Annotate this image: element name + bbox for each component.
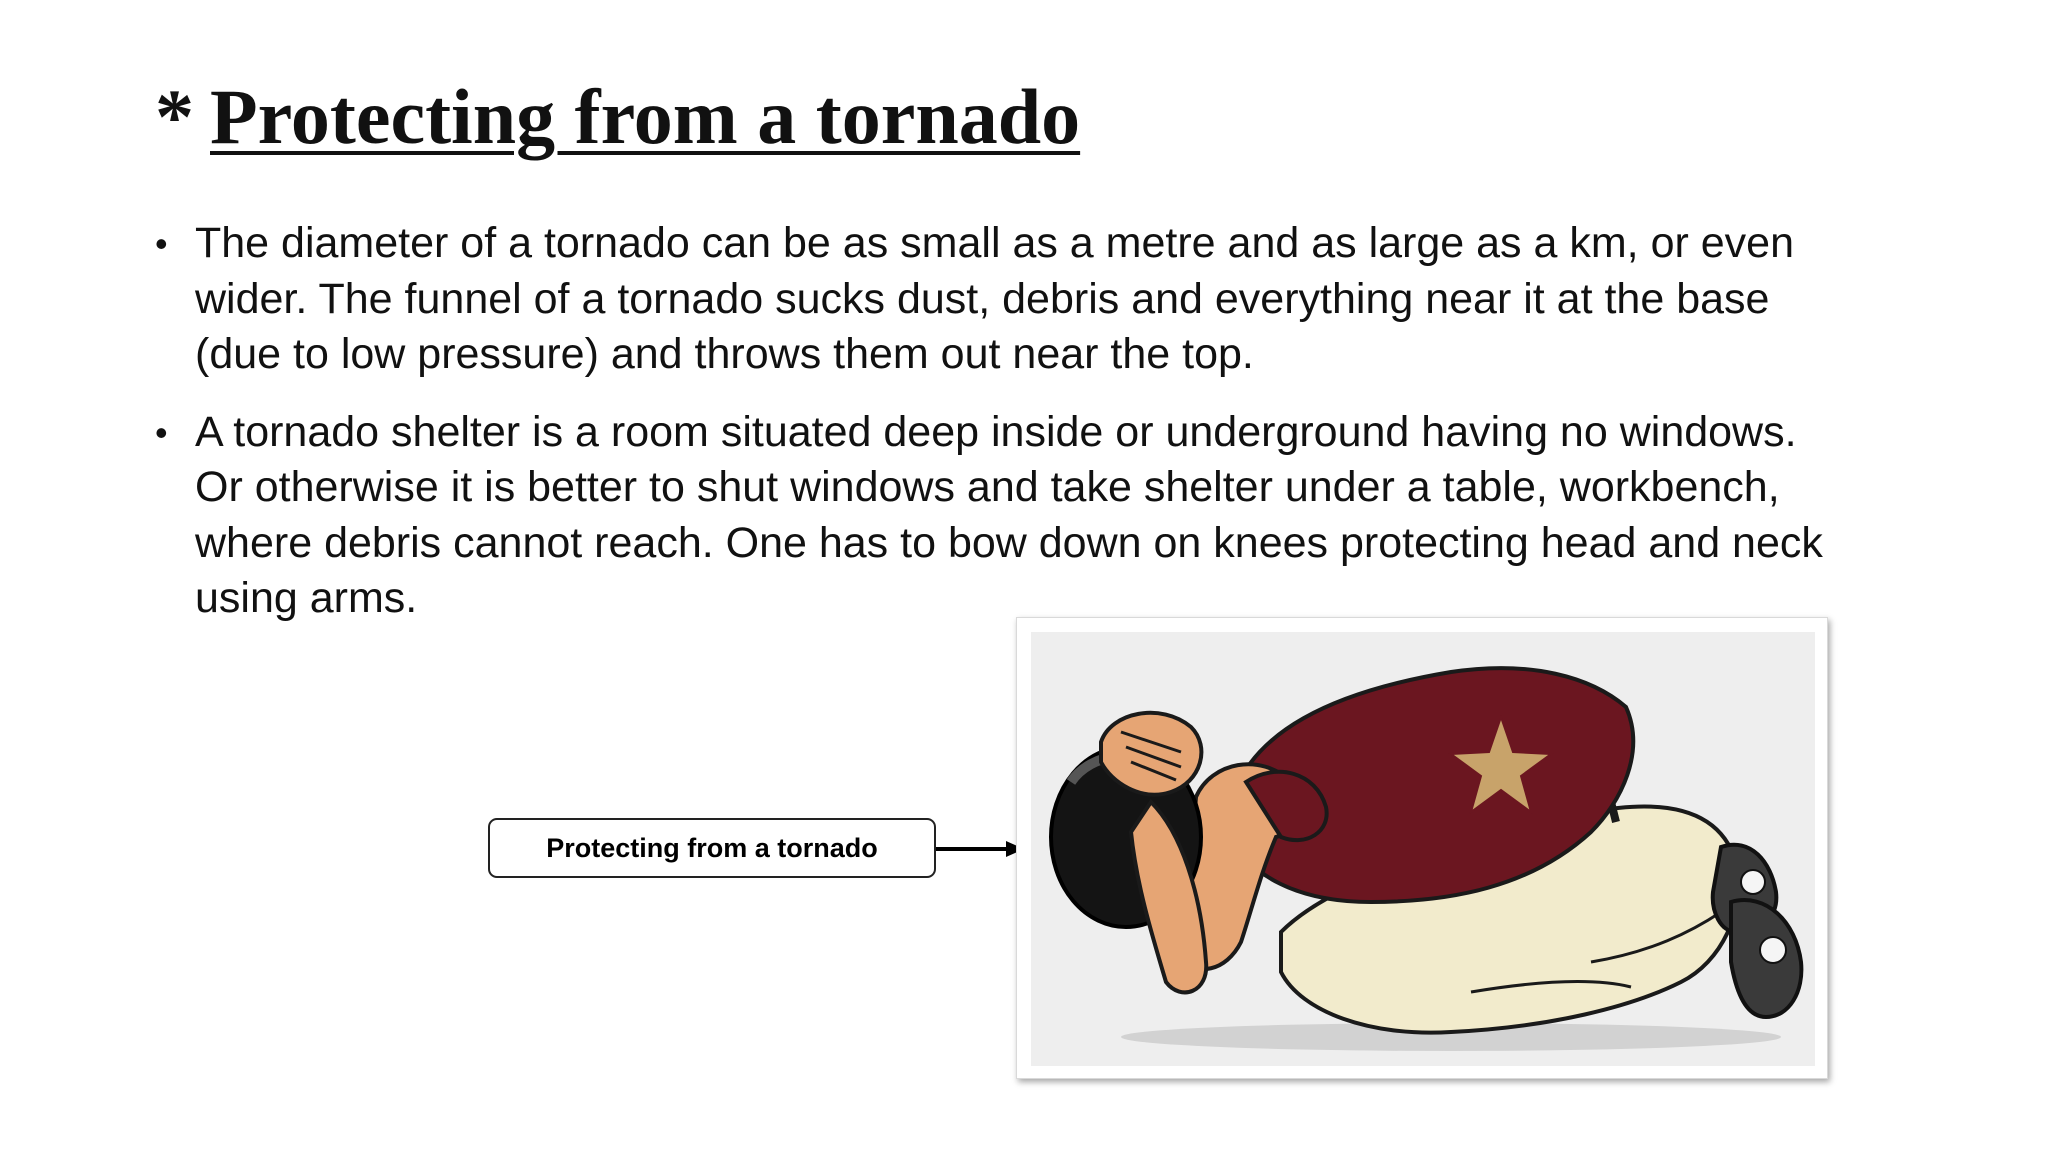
callout-label-box: Protecting from a tornado xyxy=(488,818,936,878)
bullet-text: The diameter of a tornado can be as small as a metre and as large as a km, or even wider. The funnel of a tornado sucks dust, debris and everything near it at the base (due to low pressure) and throws them out near the top. xyxy=(195,219,1794,378)
title-text: Protecting from a tornado xyxy=(210,73,1081,160)
bullet-marker: • xyxy=(155,223,168,264)
arrow-right-icon xyxy=(936,836,1026,862)
person-crouching-illustration xyxy=(1031,632,1815,1066)
bullet-marker: • xyxy=(155,411,168,453)
bullet-list xyxy=(155,216,1855,649)
bullet-item xyxy=(155,405,1855,627)
slide-title xyxy=(155,72,1080,162)
title-prefix: * xyxy=(155,73,194,160)
bullet-item xyxy=(155,216,1855,383)
bullet-text: A tornado shelter is a room situated deep inside or underground having no windows. Or otherwise it is better to shut windows and take shelter under a table, workbench, where debris cannot reach. One has to bow down on knees protecting head and neck using arms. xyxy=(195,407,1823,622)
illustration-frame xyxy=(1016,617,1828,1079)
